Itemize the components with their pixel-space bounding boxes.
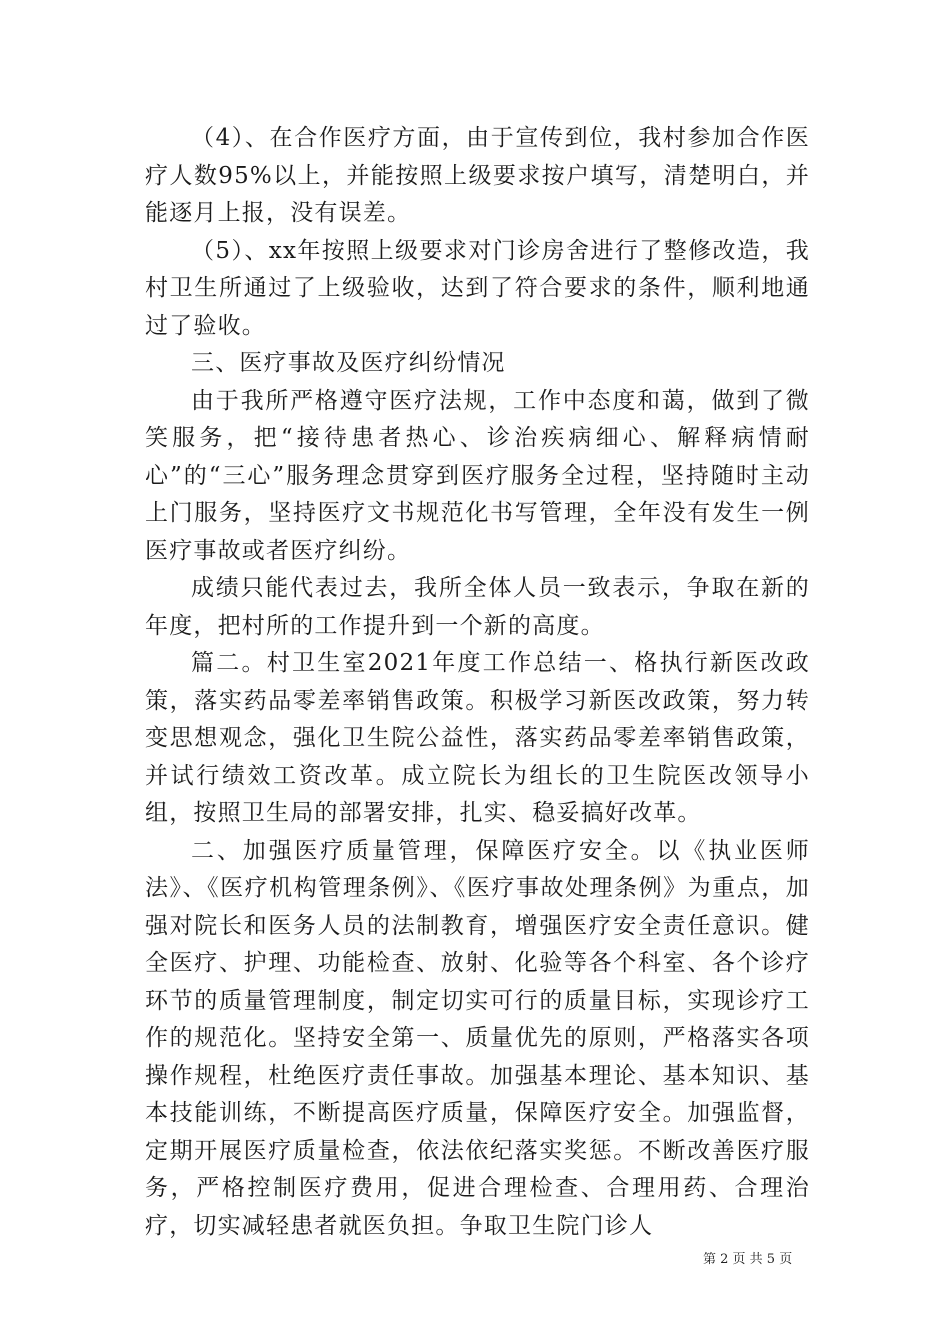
paragraph-achievements: 成绩只能代表过去，我所全体人员一致表示，争取在新的年度，把村所的工作提升到一个新的高度。 [145,575,810,639]
paragraph-cooperative-medical: （4）、在合作医疗方面，由于宣传到位，我村参加合作医疗人数95%以上，并能按照上级要求按户填写，清楚明白，并能逐月上报，没有误差。 [145,125,810,226]
section-heading-medical-incidents: 三、医疗事故及医疗纠纷情况 [191,350,506,376]
paragraph-clinic-renovation: （5）、xx年按照上级要求对门诊房舍进行了整修改造，我村卫生所通过了上级验收，达到了符合要求的条件，顺利地通过了验收。 [145,237,810,339]
paragraph-part-two-reform: 篇二。村卫生室2021年度工作总结一、格执行新医改政策，落实药品零差率销售政策。积极学习新医改政策，努力转变思想观念，强化卫生院公益性，落实药品零差率销售政策，并试行绩效工资改革。成立院长为组长的卫生院医改领导小组，按照卫生局的部署安排，扎实、稳妥搞好改革。 [145,650,810,826]
paragraph-quality-management: 二、加强医疗质量管理，保障医疗安全。以《执业医师法》、《医疗机构管理条例》、《医疗事故处理条例》为重点，加强对院长和医务人员的法制教育，增强医疗安全责任意识。健全医疗、护理、功能检查、放射、化验等各个科室、各个诊疗环节的质量管理制度，制定切实可行的质量目标，实现诊疗工作的规范化。坚持安全第一、质量优先的原则，严格落实各项操作规程，杜绝医疗责任事故。加强基本理论、基本知识、基本技能训练，不断提高医疗质量，保障医疗安全。加强监督，定期开展医疗质量检查，依法依纪落实奖惩。不断改善医疗服务，严格控制医疗费用，促进合理检查、合理用药、合理治疗，切实减轻患者就医负担。争取卫生院门诊人 [145,837,810,1239]
page-number-footer: 第 2 页 共 5 页 [703,1252,793,1267]
paragraph-medical-incidents: 由于我所严格遵守医疗法规，工作中态度和蔼，做到了微笑服务，把“接待患者热心、诊治疾病细心、解释病情耐心”的“三心”服务理念贯穿到医疗服务全过程，坚持随时主动上门服务，坚持医疗文书规范化书写管理，全年没有发生一例医疗事故或者医疗纠纷。 [145,387,810,564]
document-body [145,120,810,1245]
